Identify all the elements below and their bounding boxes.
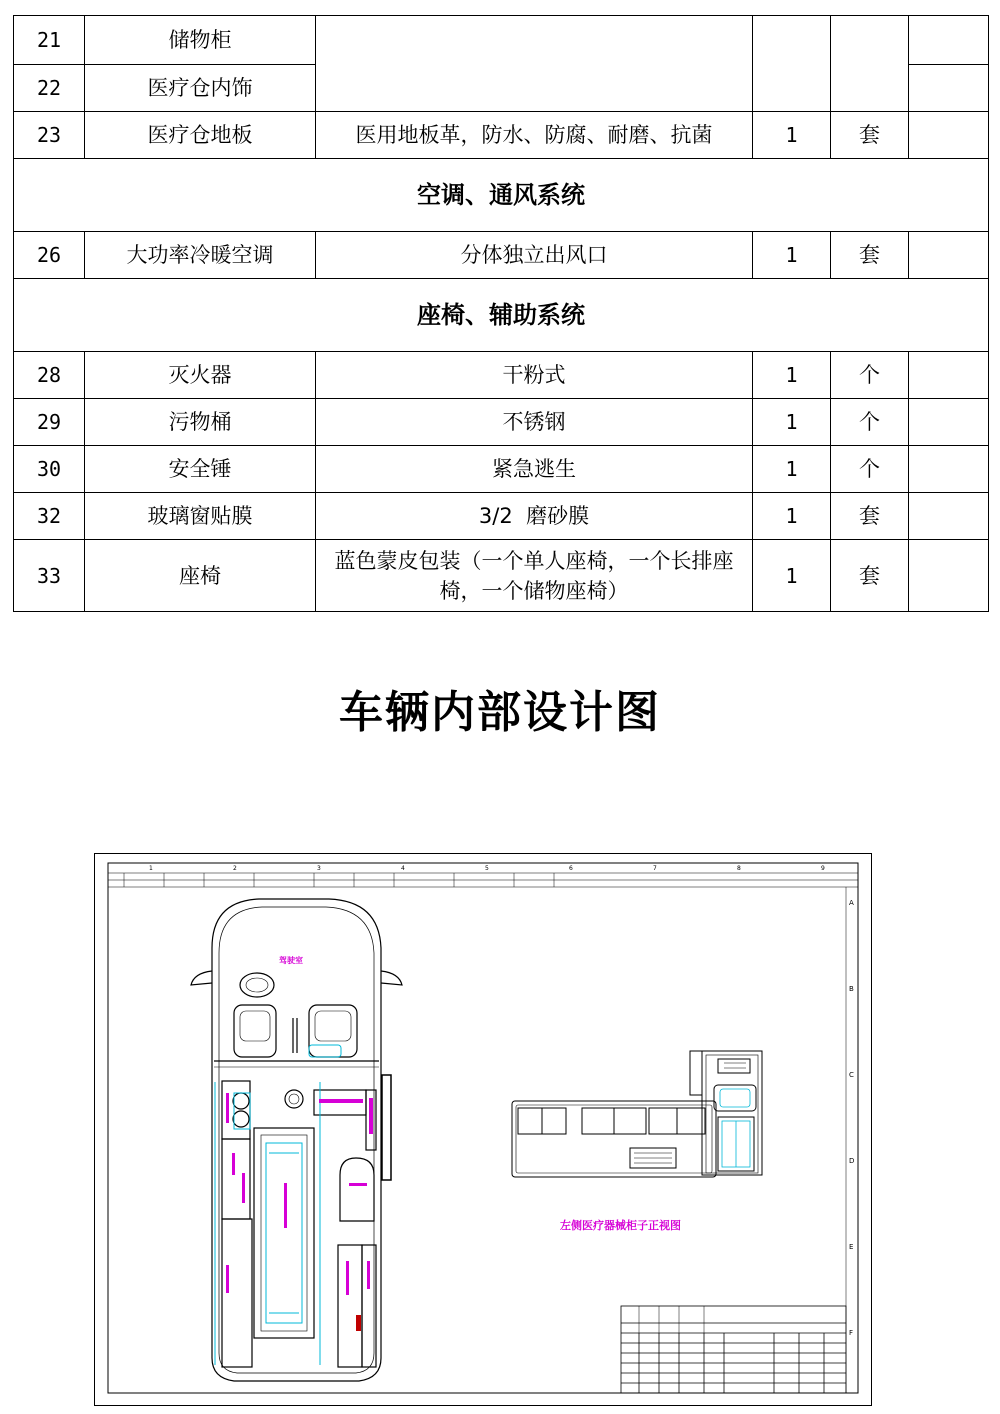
grid-letter: B — [849, 985, 854, 993]
section-title: 空调、通风系统 — [14, 159, 989, 232]
grid-letter: F — [849, 1329, 854, 1337]
row-spec: 不锈钢 — [316, 399, 753, 446]
row-spec — [316, 16, 753, 112]
table-row — [14, 352, 989, 399]
row-note — [909, 352, 989, 399]
drawing-title: 车辆内部设计图 — [339, 687, 661, 738]
interior-design-drawing — [94, 853, 872, 1406]
row-name: 医疗仓地板 — [85, 112, 316, 159]
row-no: 30 — [14, 446, 85, 493]
row-spec: 3/2 磨砂膜 — [316, 493, 753, 540]
row-no: 26 — [14, 232, 85, 279]
row-spec: 医用地板革，防水、防腐、耐磨、抗菌 — [316, 112, 753, 159]
row-note — [909, 540, 989, 612]
row-qty: 1 — [753, 352, 831, 399]
row-unit — [831, 16, 909, 112]
table-row — [14, 493, 989, 540]
row-no: 29 — [14, 399, 85, 446]
row-unit: 套 — [831, 232, 909, 279]
row-no: 32 — [14, 493, 85, 540]
grid-letter: E — [849, 1243, 854, 1251]
grid-number: 1 — [149, 865, 153, 872]
grid-number: 8 — [737, 865, 741, 872]
row-name: 灭火器 — [85, 352, 316, 399]
row-qty: 1 — [753, 399, 831, 446]
row-qty: 1 — [753, 446, 831, 493]
row-name: 储物柜 — [85, 16, 316, 65]
grid-number: 9 — [821, 865, 825, 872]
table-row — [14, 540, 989, 612]
row-note — [909, 399, 989, 446]
cabin-label: 驾驶室 — [279, 956, 303, 965]
grid-number: 4 — [401, 865, 405, 872]
row-qty: 1 — [753, 112, 831, 159]
row-name: 医疗仓内饰 — [85, 65, 316, 112]
row-no: 21 — [14, 16, 85, 65]
row-qty: 1 — [753, 493, 831, 540]
row-note — [909, 16, 989, 65]
row-qty: 1 — [753, 232, 831, 279]
row-unit: 套 — [831, 493, 909, 540]
row-note — [909, 493, 989, 540]
row-name: 座椅 — [85, 540, 316, 612]
row-qty: 1 — [753, 540, 831, 612]
table-row — [14, 446, 989, 493]
table-row — [14, 399, 989, 446]
table-row — [14, 112, 989, 159]
row-spec: 蓝色蒙皮包装（一个单人座椅，一个长排座椅，一个储物座椅） — [316, 540, 753, 612]
grid-letter: D — [849, 1157, 855, 1165]
grid-letter: C — [849, 1071, 854, 1079]
table-row — [14, 232, 989, 279]
row-no: 23 — [14, 112, 85, 159]
row-spec: 干粉式 — [316, 352, 753, 399]
section-row — [14, 159, 989, 232]
section-title: 座椅、辅助系统 — [14, 279, 989, 352]
row-note — [909, 65, 989, 112]
row-no: 33 — [14, 540, 85, 612]
cabinet-view-label: 左侧医疗器械柜子正视图 — [560, 1219, 681, 1232]
row-unit: 套 — [831, 540, 909, 612]
section-row — [14, 279, 989, 352]
grid-number: 2 — [233, 865, 237, 872]
row-note — [909, 112, 989, 159]
grid-number: 7 — [653, 865, 657, 872]
row-spec: 紧急逃生 — [316, 446, 753, 493]
table-row — [14, 16, 989, 65]
row-unit: 个 — [831, 399, 909, 446]
row-spec: 分体独立出风口 — [316, 232, 753, 279]
row-no: 22 — [14, 65, 85, 112]
grid-number: 6 — [569, 865, 573, 872]
grid-number: 3 — [317, 865, 321, 872]
row-name: 污物桶 — [85, 399, 316, 446]
row-note — [909, 446, 989, 493]
grid-number: 5 — [485, 865, 489, 872]
grid-letter: A — [849, 899, 854, 907]
row-name: 玻璃窗贴膜 — [85, 493, 316, 540]
row-note — [909, 232, 989, 279]
row-unit: 个 — [831, 352, 909, 399]
row-name: 安全锤 — [85, 446, 316, 493]
row-name: 大功率冷暖空调 — [85, 232, 316, 279]
spec-table — [13, 15, 989, 612]
row-unit: 套 — [831, 112, 909, 159]
row-qty — [753, 16, 831, 112]
row-no: 28 — [14, 352, 85, 399]
row-unit: 个 — [831, 446, 909, 493]
